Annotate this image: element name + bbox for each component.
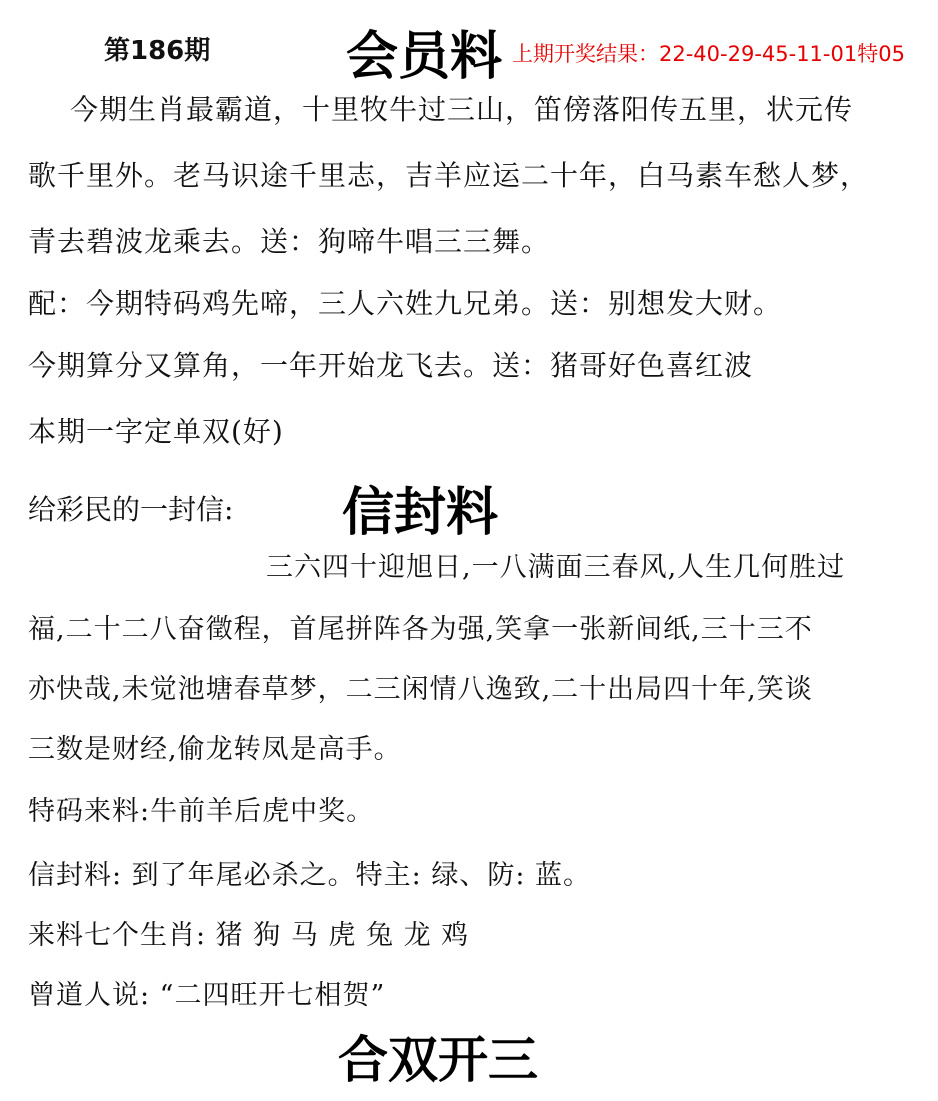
special-line-3: 来料七个生肖: 猪 狗 马 虎 兔 龙 鸡	[28, 920, 470, 951]
body-line-1: 今期生肖最霸道，十里牧牛过三山，笛傍落阳传五里，状元传	[70, 93, 854, 126]
poem-line-2: 福,二十二八奋徵程，首尾拼阵各为强,笑拿一张新间纸,三十三不	[28, 614, 813, 645]
poem-line-1: 三六四十迎旭日,一八满面三春风,人生几何胜过	[266, 552, 846, 583]
poem-line-4: 三数是财经,偷龙转凤是高手。	[28, 734, 402, 765]
letter-title: 信封料	[342, 482, 499, 543]
special-line-1: 特码来料:牛前羊后虎中奖。	[28, 796, 375, 827]
issue-number: 第186期	[104, 36, 211, 66]
poem-line-3: 亦快哉,未觉池塘春草梦，二三闲情八逸致,二十出局四十年,笑谈	[28, 674, 813, 705]
last-draw-result: 上期开奖结果：22-40-29-45-11-01特05	[512, 42, 905, 66]
body-line-3: 青去碧波龙乘去。送：狗啼牛唱三三舞。	[28, 225, 551, 258]
page-title: 会员料	[346, 26, 503, 87]
body-line-2: 歌千里外。老马识途千里志，吉羊应运二十年，白马素车愁人梦，	[28, 159, 870, 192]
footer-title: 合双开三	[338, 1030, 538, 1089]
body-line-6: 本期一字定单双(好)	[28, 415, 284, 448]
body-line-4: 配：今期特码鸡先啼，三人六姓九兄弟。送：别想发大财。	[28, 287, 783, 320]
letter-label: 给彩民的一封信:	[28, 493, 234, 526]
special-line-4: 曾道人说: “二四旺开七相贺”	[28, 980, 386, 1011]
body-line-5: 今期算分又算角，一年开始龙飞去。送：猪哥好色喜红波	[28, 349, 754, 382]
special-line-2: 信封料: 到了年尾必杀之。特主: 绿、防: 蓝。	[28, 860, 592, 891]
